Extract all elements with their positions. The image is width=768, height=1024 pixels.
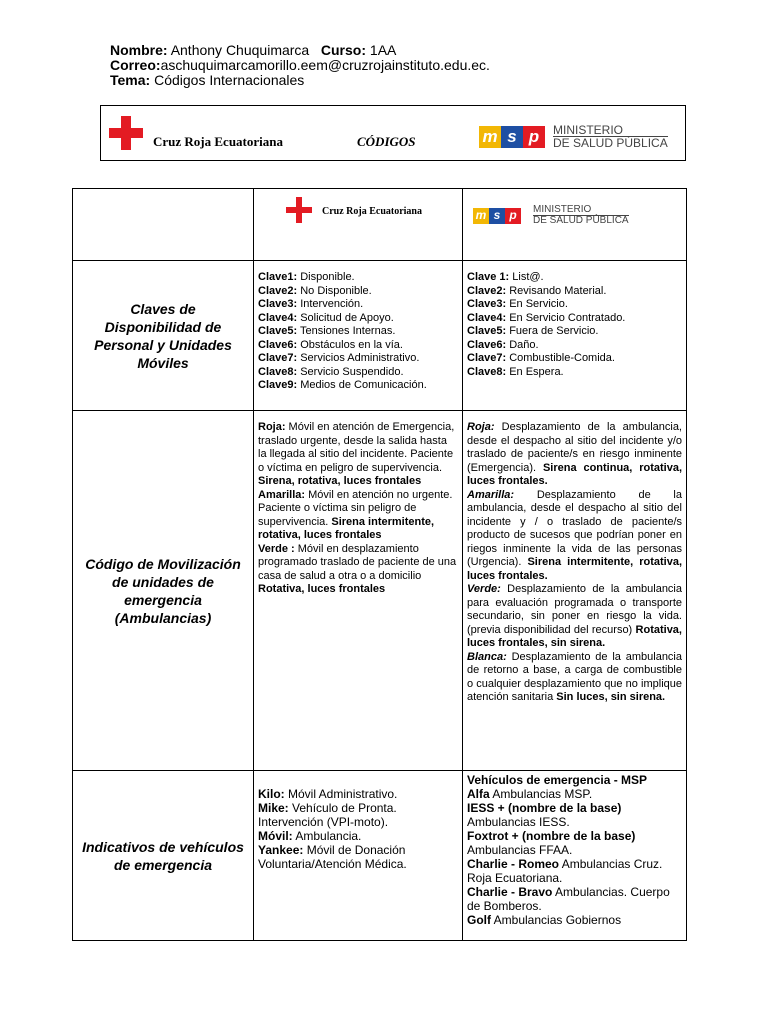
table-row bbox=[73, 771, 687, 941]
list-item: IESS + (nombre de la base) Ambulancias IESS. bbox=[467, 801, 622, 829]
list-item: Clave8: En Espera. bbox=[467, 365, 564, 378]
category-indicativos: Indicativos de vehículos de emergencia bbox=[73, 771, 254, 941]
curso-value: 1AA bbox=[369, 42, 397, 58]
list-item: Kilo: Móvil Administrativo. bbox=[258, 787, 398, 801]
curso-label: Curso: bbox=[320, 42, 367, 58]
msp-line-1: MINISTERIO bbox=[553, 123, 624, 137]
msp-line-2: DE SALUD PÚBLICA bbox=[553, 136, 668, 150]
document-title: CÓDIGOS bbox=[357, 134, 416, 149]
msp-logo-cell bbox=[463, 189, 687, 261]
list-item: Clave1: Disponible. bbox=[258, 271, 355, 283]
list-item: Clave6: Obstáculos en la vía. bbox=[258, 338, 403, 351]
nombre-label: Nombre: bbox=[110, 42, 168, 58]
list-item: Clave5: Tensiones Internas. bbox=[258, 325, 396, 337]
list-item: Clave7: Combustible-Comida. bbox=[467, 352, 615, 364]
msp-logo-icon bbox=[473, 205, 629, 226]
claves-cruz-roja-cell bbox=[254, 261, 463, 411]
msp-letter-p: p bbox=[505, 208, 521, 224]
list-item: Foxtrot + (nombre de la base) Ambulancias FFAA. bbox=[467, 829, 636, 857]
list-item: Vehículos de emergencia - MSP bbox=[467, 773, 648, 787]
header-banner bbox=[100, 105, 686, 161]
code-verde: Verde : Móvil en desplazamiento programado traslado de paciente de una casa de salud a otra o a domicilio Rotativa, luces frontales bbox=[258, 542, 457, 595]
nombre-value: Anthony Chuquimarca bbox=[170, 42, 310, 58]
red-cross-icon bbox=[109, 128, 143, 138]
table-row bbox=[73, 189, 687, 261]
codes-table bbox=[72, 188, 687, 941]
cruz-roja-logo bbox=[282, 189, 462, 249]
list-item: Charlie - Romeo Ambulancias Cruz. Roja Ecuatoriana. bbox=[467, 857, 663, 885]
list-item: Clave7: Servicios Administrativo. bbox=[258, 352, 420, 364]
msp-letter-p: p bbox=[523, 126, 545, 148]
student-info bbox=[110, 43, 490, 88]
cruz-roja-name: Cruz Roja Ecuatoriana bbox=[322, 206, 422, 217]
code-verde: Verde: Desplazamiento de la ambulancia para evaluación programada o transporte secundario, sin poner en riesgo la vida. (previa disponibilidad del recurso) Rotativa, luces frontales, sin sirena. bbox=[467, 583, 682, 649]
list-item: Clave6: Daño. bbox=[467, 338, 539, 351]
list-item: Alfa Ambulancias MSP. bbox=[467, 787, 593, 801]
msp-letter-m: m bbox=[479, 126, 501, 148]
code-amarilla: Amarilla: Móvil en atención no urgente. Paciente o víctima sin peligro de supervivencia. Sirena intermitente, rotativa, luces frontales bbox=[258, 488, 453, 541]
list-item: Mike: Vehículo de Pronta. Intervención (VPI-moto). bbox=[258, 801, 397, 829]
category-claves: Claves de Disponibilidad de Personal y Unidades Móviles bbox=[73, 261, 254, 411]
topic-line bbox=[110, 73, 490, 88]
correo-label: Correo: bbox=[110, 57, 161, 73]
list-item: Clave2: Revisando Material. bbox=[467, 284, 607, 297]
cruz-roja-name: Cruz Roja Ecuatoriana bbox=[153, 134, 283, 149]
code-blanca: Blanca: Desplazamiento de la ambulancia de retorno a base, a carga de combustible o cualquier desplazamiento que no implique atención sanitaria Sin luces, sin sirena. bbox=[467, 650, 682, 703]
correo-value: aschuquimarcamorillo.eem@cruzrojainstituto.edu.ec. bbox=[160, 57, 490, 73]
category-movilizacion: Código de Movilización de unidades de emergencia (Ambulancias) bbox=[73, 411, 254, 771]
list-item: Clave 1: List@. bbox=[467, 271, 544, 283]
msp-letter-m: m bbox=[473, 208, 489, 224]
indicativos-cruz-roja-cell bbox=[254, 771, 463, 941]
list-item: Yankee: Móvil de Donación Voluntaria/Atención Médica. bbox=[258, 843, 407, 871]
movilizacion-msp-cell bbox=[463, 411, 687, 771]
list-item: Clave4: En Servicio Contratado. bbox=[467, 311, 626, 324]
empty-cell bbox=[73, 189, 254, 261]
cruz-roja-logo-cell bbox=[254, 189, 463, 261]
email-line bbox=[110, 58, 490, 73]
list-item: Charlie - Bravo Ambulancias. Cuerpo de Bomberos. bbox=[467, 885, 670, 913]
code-roja: Roja: Móvil en atención de Emergencia, traslado urgente, desde la salida hasta la llegada al sitio del incidente. Paciente o víctima en peligro de supervivencia. Sirena, rotativa, luces frontales bbox=[258, 421, 455, 487]
list-item: Clave5: Fuera de Servicio. bbox=[467, 325, 599, 337]
list-item: Golf Ambulancias Gobiernos bbox=[467, 913, 622, 927]
code-amarilla: Amarilla: Desplazamiento de la ambulancia, desde el despacho al sitio del incidente y / o traslado de paciente/s producto de sucesos que podrían poner en riegos inminente la vida de las personas (Urgencia). Sirena intermitente, rotativa, luces frontales. bbox=[467, 488, 683, 582]
tema-label: Tema: bbox=[110, 72, 151, 88]
claves-msp-cell bbox=[463, 261, 687, 411]
list-item: Clave4: Solicitud de Apoyo. bbox=[258, 311, 394, 324]
table-row bbox=[73, 411, 687, 771]
red-cross-icon bbox=[286, 207, 312, 213]
msp-name bbox=[553, 124, 668, 149]
list-item: Móvil: Ambulancia. bbox=[258, 829, 362, 843]
list-item: Clave8: Servicio Suspendido. bbox=[258, 365, 404, 378]
list-item: Clave3: En Servicio. bbox=[467, 298, 568, 310]
list-item: Clave3: Intervención. bbox=[258, 298, 364, 310]
movilizacion-cruz-roja-cell bbox=[254, 411, 463, 771]
name-line bbox=[110, 43, 490, 58]
tema-value: Códigos Internacionales bbox=[154, 72, 305, 88]
msp-letter-s: s bbox=[501, 126, 523, 148]
code-roja: Roja: Desplazamiento de la ambulancia, desde el despacho al sitio del incidente y/o traslado de paciente/s en riesgo inminente (Emergencia). Sirena continua, rotativa, luces frontales. bbox=[467, 421, 682, 487]
list-item: Clave2: No Disponible. bbox=[258, 284, 372, 297]
list-item: Clave9: Medios de Comunicación. bbox=[258, 379, 427, 391]
table-row bbox=[73, 261, 687, 411]
indicativos-msp-cell bbox=[463, 771, 687, 941]
msp-letter-s: s bbox=[489, 208, 505, 224]
msp-line-1: MINISTERIO bbox=[533, 204, 592, 215]
msp-name bbox=[533, 205, 629, 226]
msp-logo-icon bbox=[479, 124, 668, 149]
msp-line-2: DE SALUD PÚBLICA bbox=[533, 215, 629, 226]
